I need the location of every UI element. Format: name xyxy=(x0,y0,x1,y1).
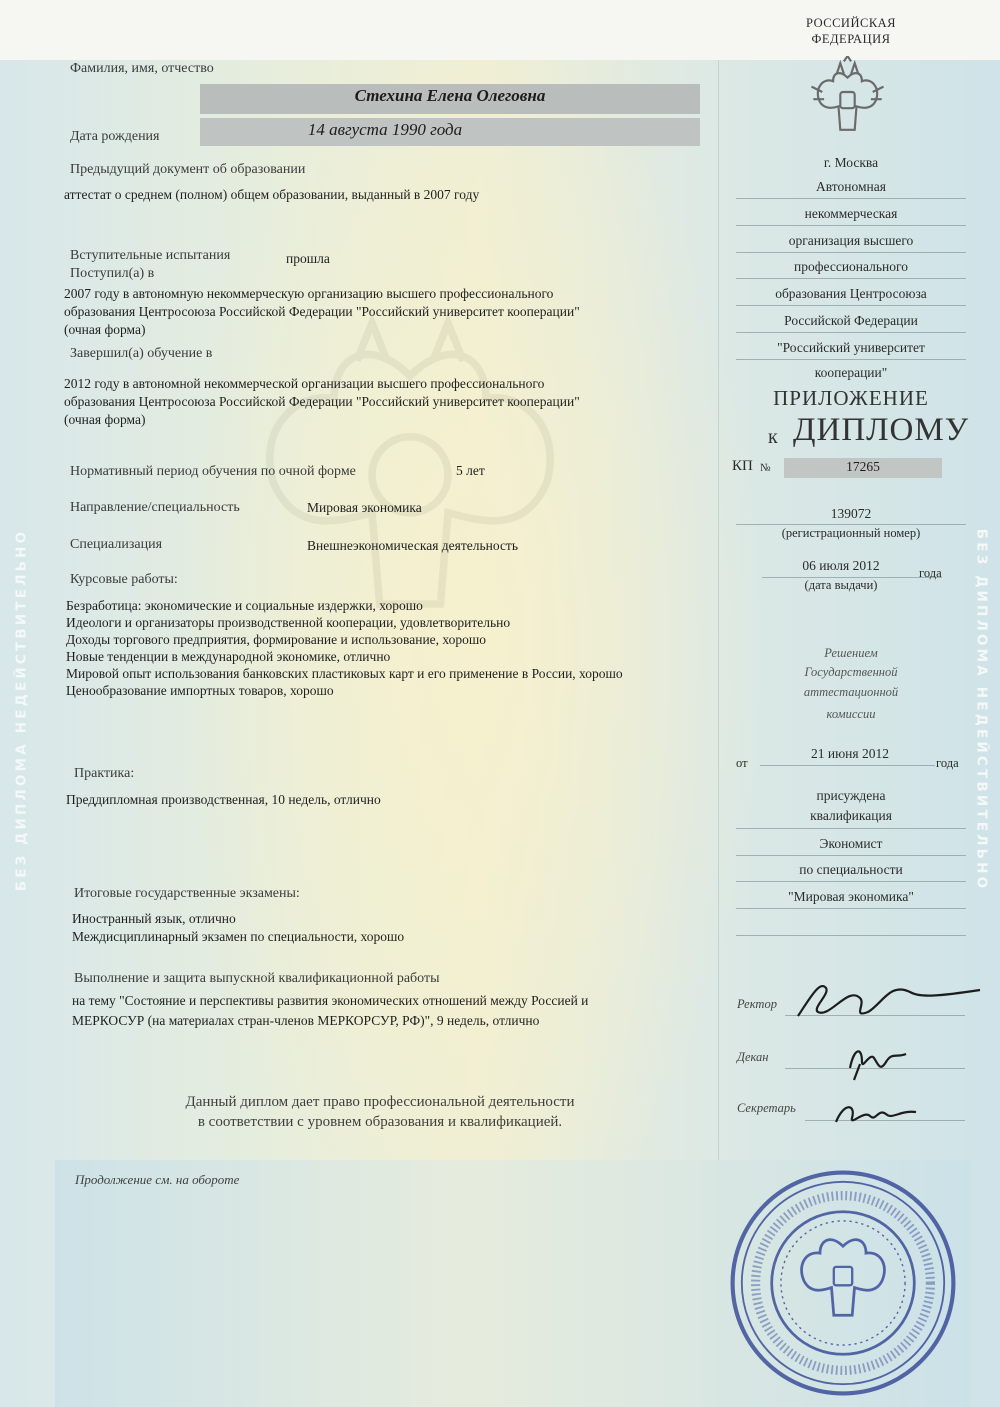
enrolled-line: (очная форма) xyxy=(64,322,146,337)
rector-label: Ректор xyxy=(737,997,777,1011)
dean-signature xyxy=(840,1028,920,1088)
finished-label: Завершил(а) обучение в xyxy=(70,346,213,361)
rule-line xyxy=(736,935,966,936)
org-line: кооперации" xyxy=(814,365,888,380)
rule-line xyxy=(736,881,966,882)
coursework-label: Курсовые работы: xyxy=(70,572,178,587)
thesis-label: Выполнение и защита выпускной квалификационной работы xyxy=(74,971,440,986)
secretary-signature xyxy=(830,1092,920,1132)
kp-number: 17265 xyxy=(846,459,880,474)
enrolled-line: 2007 году в автономную некоммерческую организацию высшего профессионального xyxy=(64,286,554,301)
coat-of-arms-icon xyxy=(800,56,895,146)
reg-number: 139072 xyxy=(830,506,872,521)
period-label: Нормативный период обучения по очной форме xyxy=(70,464,356,479)
specialization-label: Специализация xyxy=(70,537,163,552)
decision-line: Государственной xyxy=(804,665,898,679)
org-line: г. Москва xyxy=(823,155,879,170)
thesis-line: МЕРКОСУР (на материалах стран-членов МЕРКОРСУР, РФ)", 9 недель, отлично xyxy=(72,1013,540,1028)
by-specialty: по специальности xyxy=(799,862,903,877)
coursework-item: Идеологи и организаторы производственной кооперации, удовлетворительно xyxy=(66,615,511,630)
enrolled-label: Поступил(а) в xyxy=(70,266,155,281)
coursework-item: Мировой опыт использования банковских пластиковых карт и его применение в России, хорошо xyxy=(66,666,623,681)
dob-label: Дата рождения xyxy=(70,129,160,144)
exams-label: Итоговые государственные экзамены: xyxy=(74,886,300,901)
side-text-left: БЕЗ ДИПЛОМА НЕДЕЙСТВИТЕЛЬНО xyxy=(13,528,30,892)
finished-line: (очная форма) xyxy=(64,412,146,427)
decision-line: комиссии xyxy=(826,707,876,721)
entrance-label: Вступительные испытания xyxy=(70,248,231,263)
rule-line xyxy=(736,908,966,909)
dean-label: Декан xyxy=(737,1050,769,1064)
specialty: "Мировая экономика" xyxy=(788,889,914,904)
decision-date: 21 июня 2012 xyxy=(811,746,889,761)
coursework-item: Ценообразование импортных товаров, хорошо xyxy=(66,683,334,698)
rule-line xyxy=(736,828,966,829)
finished-line: 2012 году в автономной некоммерческой организации высшего профессионального xyxy=(64,376,545,391)
issue-year-word: года xyxy=(919,566,942,580)
decision-line: аттестационной xyxy=(803,685,899,699)
prev-doc-value: аттестат о среднем (полном) общем образовании, выданный в 2007 году xyxy=(64,187,480,202)
rule-line xyxy=(736,332,966,333)
org-line: образования Центросоюза xyxy=(775,286,927,301)
coursework-item: Безработица: экономические и социальные издержки, хорошо xyxy=(66,598,423,613)
reg-caption: (регистрационный номер) xyxy=(781,526,921,540)
org-line: Российской Федерации xyxy=(784,313,918,328)
rule-line xyxy=(736,855,966,856)
finished-line: образования Центросоюза Российской Федерации "Российский университет кооперации" xyxy=(64,394,580,409)
secretary-label: Секретарь xyxy=(737,1101,796,1115)
from-word: от xyxy=(736,756,748,770)
decision-year-word: года xyxy=(936,756,959,770)
rule-line xyxy=(760,765,935,766)
rule-line xyxy=(736,305,966,306)
org-line: некоммерческая xyxy=(804,206,898,221)
coursework-item: Новые тенденции в международной экономике, отлично xyxy=(66,649,391,664)
continued-note: Продолжение см. на обороте xyxy=(75,1172,240,1187)
exam-item: Междисциплинарный экзамен по специальности, хорошо xyxy=(72,929,405,944)
decision-line: Решением xyxy=(824,646,878,660)
org-line: профессионального xyxy=(794,259,908,274)
org-line: "Российский университет xyxy=(777,340,925,355)
org-line: Автономная xyxy=(816,179,886,194)
qualification: Экономист xyxy=(819,836,883,851)
issue-caption: (дата выдачи) xyxy=(804,578,878,592)
issue-date: 06 июля 2012 xyxy=(802,558,880,573)
rule-line xyxy=(736,359,966,360)
country-line: ФЕДЕРАЦИЯ xyxy=(811,32,891,46)
org-line: организация высшего xyxy=(788,233,914,248)
rule-line xyxy=(736,225,966,226)
rule-line xyxy=(736,278,966,279)
fio-value: Стехина Елена Олеговна xyxy=(354,86,546,105)
direction-value: Мировая экономика xyxy=(307,500,422,515)
rector-signature xyxy=(790,968,990,1028)
rule-line xyxy=(736,198,966,199)
title-main: ДИПЛОМУ xyxy=(793,412,970,448)
direction-label: Направление/специальность xyxy=(70,500,240,515)
fio-label: Фамилия, имя, отчество xyxy=(70,61,214,76)
column-divider xyxy=(718,60,719,1160)
practice-label: Практика: xyxy=(74,766,135,781)
rule-line xyxy=(736,524,966,525)
country-line: РОССИЙСКАЯ xyxy=(805,16,897,30)
side-text-right: БЕЗ ДИПЛОМА НЕДЕЙСТВИТЕЛЬНО xyxy=(973,528,990,892)
specialization-value: Внешнеэкономическая деятельность xyxy=(307,538,518,553)
rights-line: в соответствии с уровнем образования и квалификацией. xyxy=(197,1114,563,1130)
exam-item: Иностранный язык, отлично xyxy=(72,911,236,926)
prev-doc-label: Предыдущий документ об образовании xyxy=(70,162,306,177)
entrance-value: прошла xyxy=(286,251,330,266)
period-value: 5 лет xyxy=(456,463,485,478)
official-seal-icon xyxy=(728,1168,958,1398)
no-sign: № xyxy=(760,462,771,474)
coursework-item: Доходы торгового предприятия, формирование и использование, хорошо xyxy=(66,632,487,647)
rights-line: Данный диплом дает право профессиональной деятельности xyxy=(185,1094,575,1110)
rule-line xyxy=(736,252,966,253)
practice-value: Преддипломная производственная, 10 недель, отлично xyxy=(66,792,381,807)
kp-label: КП xyxy=(732,458,753,474)
title-line: ПРИЛОЖЕНИЕ xyxy=(773,386,929,410)
awarded-line: присуждена xyxy=(816,788,886,803)
thesis-line: на тему "Состояние и перспективы развития экономических отношений между Россией и xyxy=(72,993,589,1008)
enrolled-line: образования Центросоюза Российской Федерации "Российский университет кооперации" xyxy=(64,304,580,319)
awarded-line: квалификация xyxy=(810,808,892,823)
title-prefix: к xyxy=(768,426,778,448)
dob-value: 14 августа 1990 года xyxy=(307,120,463,139)
